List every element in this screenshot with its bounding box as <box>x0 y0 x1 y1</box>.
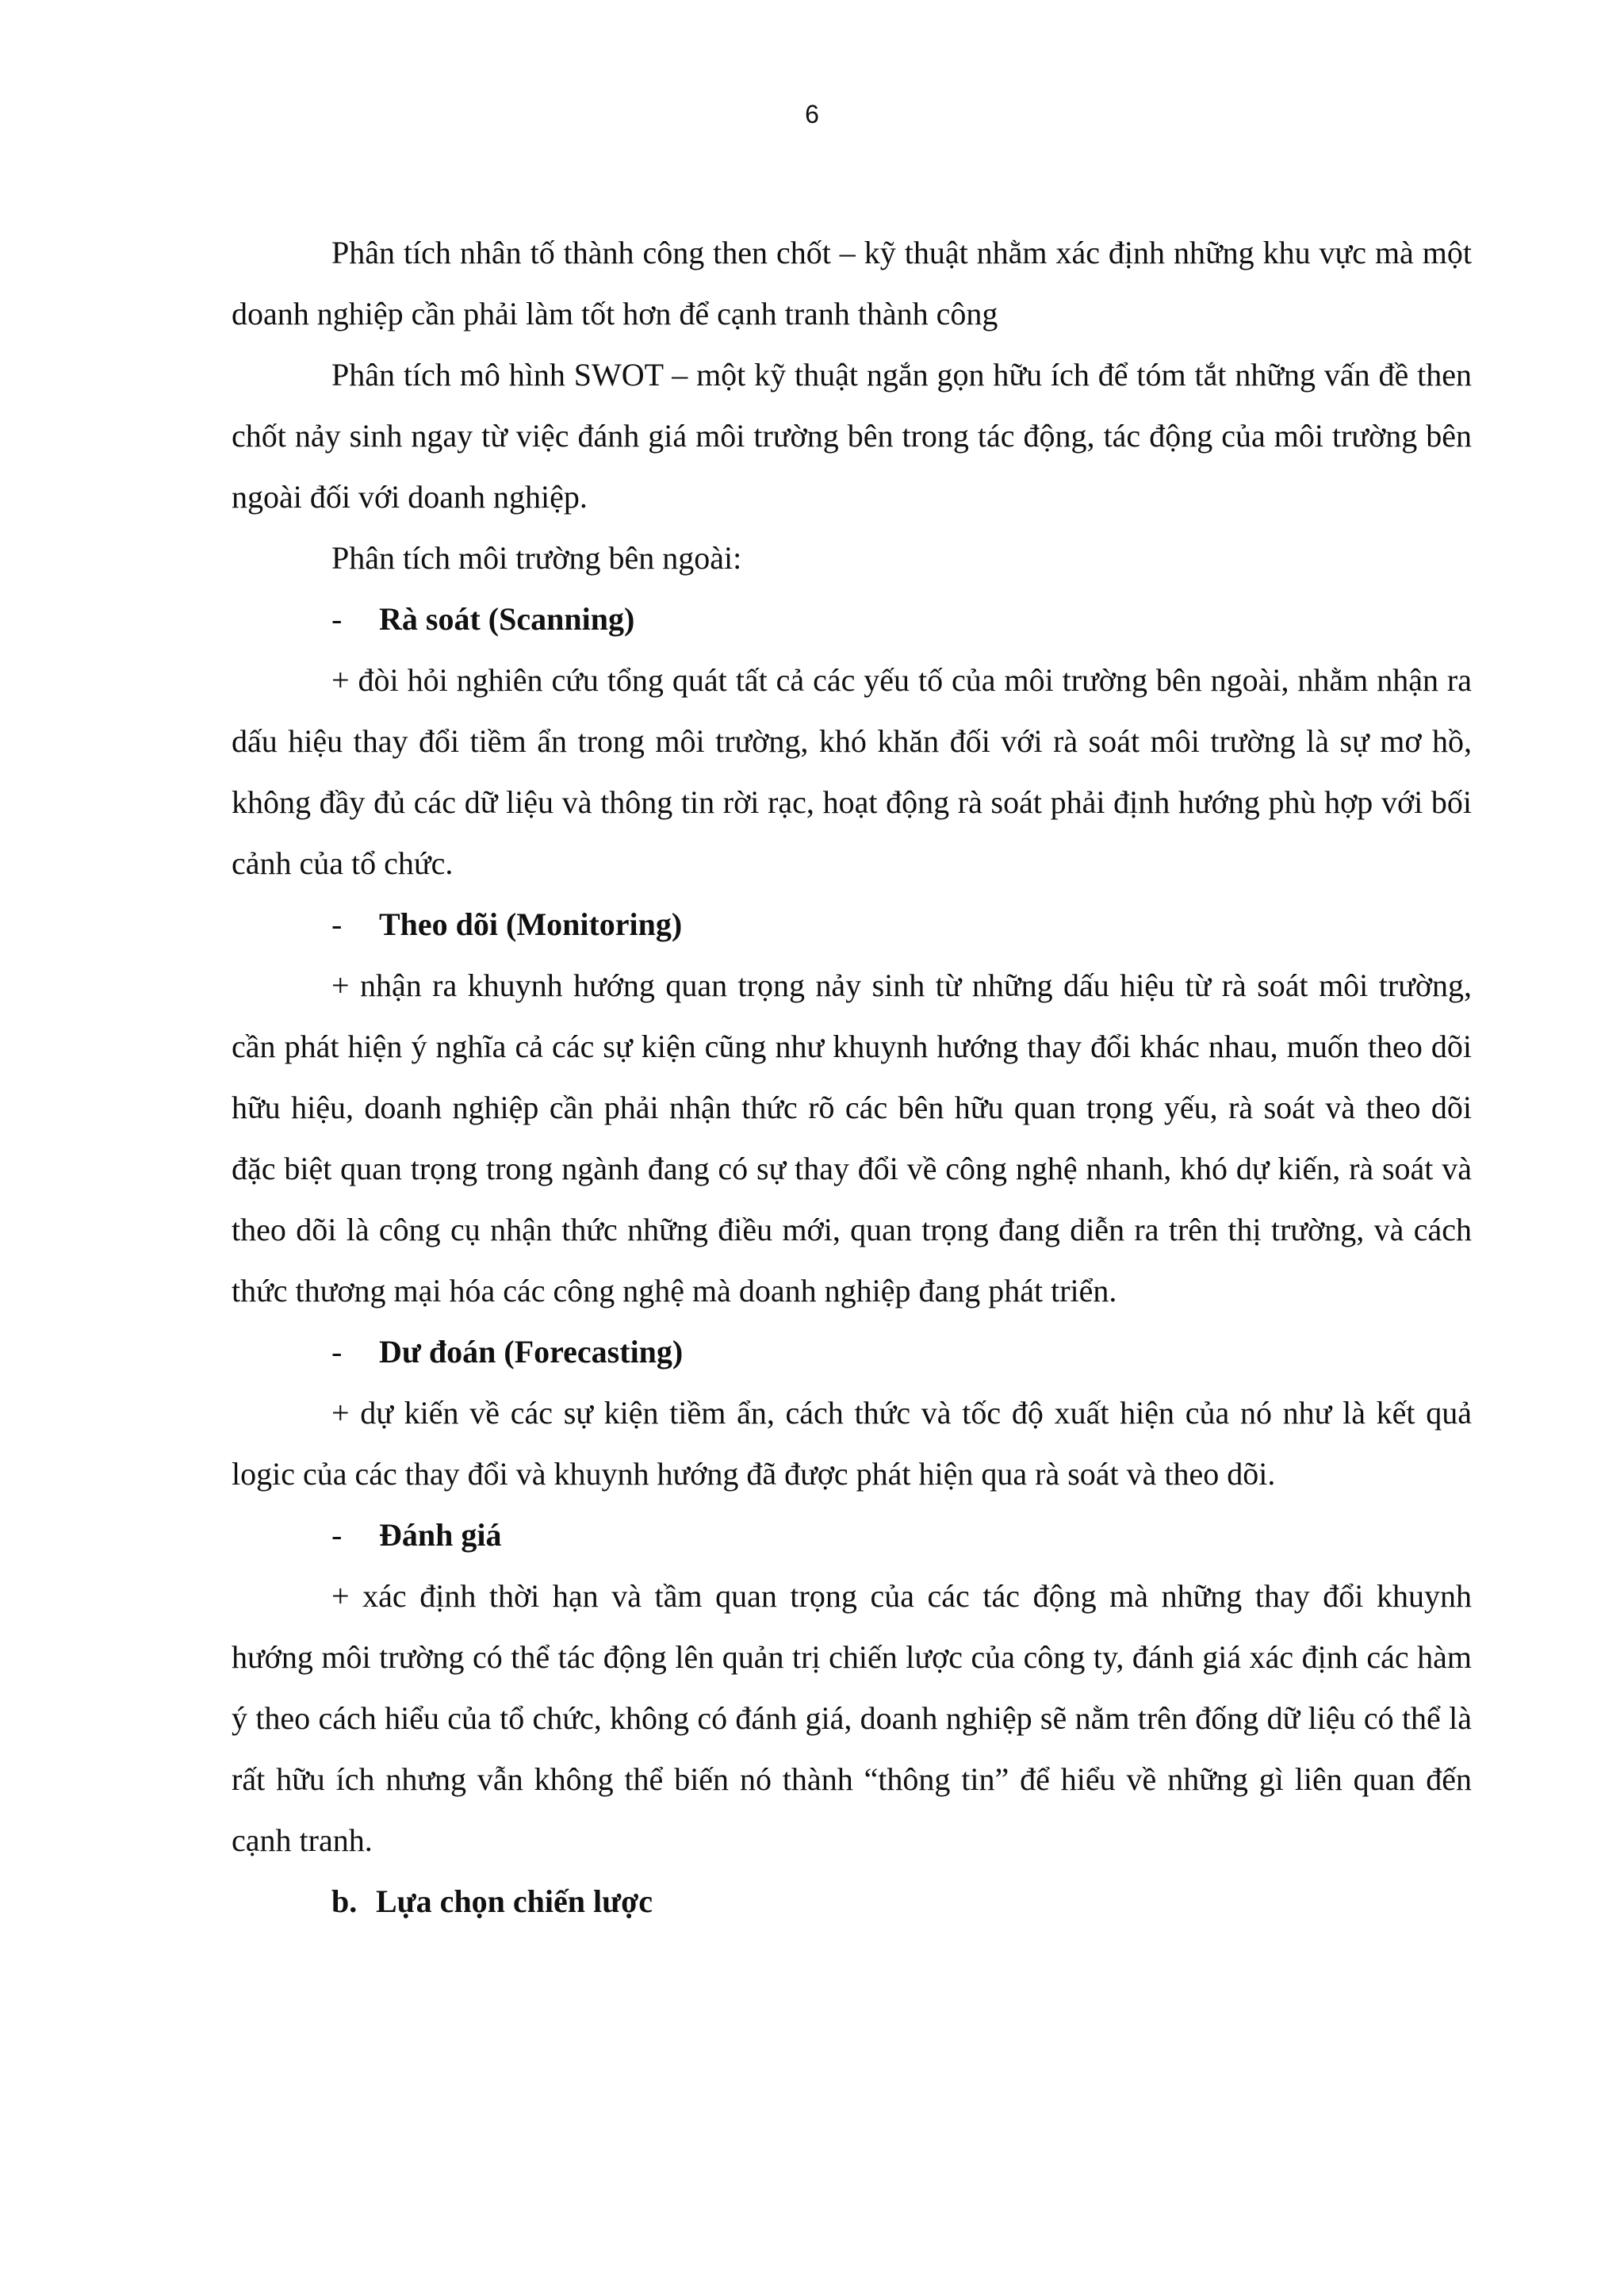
section-title: Lựa chọn chiến lược <box>376 1883 653 1919</box>
item-heading-label: Theo dõi (Monitoring) <box>379 906 683 942</box>
paragraph-external-environment: Phân tích môi trường bên ngoài: <box>331 540 742 576</box>
item-text-assessment: + xác định thời hạn và tầm quan trọng của các tác động mà những thay đổi khuynh hướng môi trường có thể tác động lên quản trị chiến lược của công ty, đánh giá xác định các hàm ý theo cách hiểu của tổ chức, không có đánh giá, doanh nghiệp sẽ nằm trên đống dữ liệu có thể là rất hữu ích nhưng vẫn không thể biến nó thành “thông tin” để hiểu về những gì liên quan đến cạnh tranh. <box>232 1578 1472 1858</box>
item-heading-forecasting <box>232 1321 1472 1382</box>
page-number: 6 <box>805 100 819 128</box>
document-body <box>232 222 1472 1932</box>
section-marker: b. <box>331 1883 358 1919</box>
item-heading-label: Rà soát (Scanning) <box>379 601 635 637</box>
bullet-dash: - <box>331 1334 343 1370</box>
bullet-dash: - <box>331 1517 343 1553</box>
item-heading-scanning <box>232 588 1472 649</box>
paragraph-swot-analysis: Phân tích mô hình SWOT – một kỹ thuật ngắn gọn hữu ích để tóm tắt những vấn đề then chốt nảy sinh ngay từ việc đánh giá môi trường bên trong tác động, tác động của môi trường bên ngoài đối với doanh nghiệp. <box>232 357 1472 515</box>
item-heading-label: Đánh giá <box>379 1517 502 1553</box>
item-text-scanning: + đòi hỏi nghiên cứu tổng quát tất cả các yếu tố của môi trường bên ngoài, nhằm nhận ra dấu hiệu thay đổi tiềm ẩn trong môi trường, khó khăn đối với rà soát môi trường là sự mơ hồ, không đầy đủ các dữ liệu và thông tin rời rạc, hoạt động rà soát phải định hướng phù hợp với bối cảnh của tổ chức. <box>232 662 1472 881</box>
item-heading-monitoring <box>232 894 1472 955</box>
item-text-monitoring: + nhận ra khuynh hướng quan trọng nảy sinh từ những dấu hiệu từ rà soát môi trường, cần phát hiện ý nghĩa cả các sự kiện cũng như khuynh hướng thay đổi khác nhau, muốn theo dõi hữu hiệu, doanh nghiệp cần phải nhận thức rõ các bên hữu quan trọng yếu, rà soát và theo dõi đặc biệt quan trọng trong ngành đang có sự thay đổi về công nghệ nhanh, khó dự kiến, rà soát và theo dõi là công cụ nhận thức những điều mới, quan trọng đang diễn ra trên thị trường, và cách thức thương mại hóa các công nghệ mà doanh nghiệp đang phát triển. <box>232 967 1472 1308</box>
item-heading-label: Dư đoán (Forecasting) <box>379 1334 684 1370</box>
item-heading-assessment <box>232 1504 1472 1565</box>
bullet-dash: - <box>331 906 343 942</box>
section-heading-strategy-selection <box>232 1871 1472 1932</box>
bullet-dash: - <box>331 601 343 637</box>
paragraph-key-success-factors: Phân tích nhân tố thành công then chốt – kỹ thuật nhằm xác định những khu vực mà một doanh nghiệp cần phải làm tốt hơn để cạnh tranh thành công <box>232 235 1472 331</box>
item-text-forecasting: + dự kiến về các sự kiện tiềm ẩn, cách thức và tốc độ xuất hiện của nó như là kết quả logic của các thay đổi và khuynh hướng đã được phát hiện qua rà soát và theo dõi. <box>232 1395 1472 1492</box>
